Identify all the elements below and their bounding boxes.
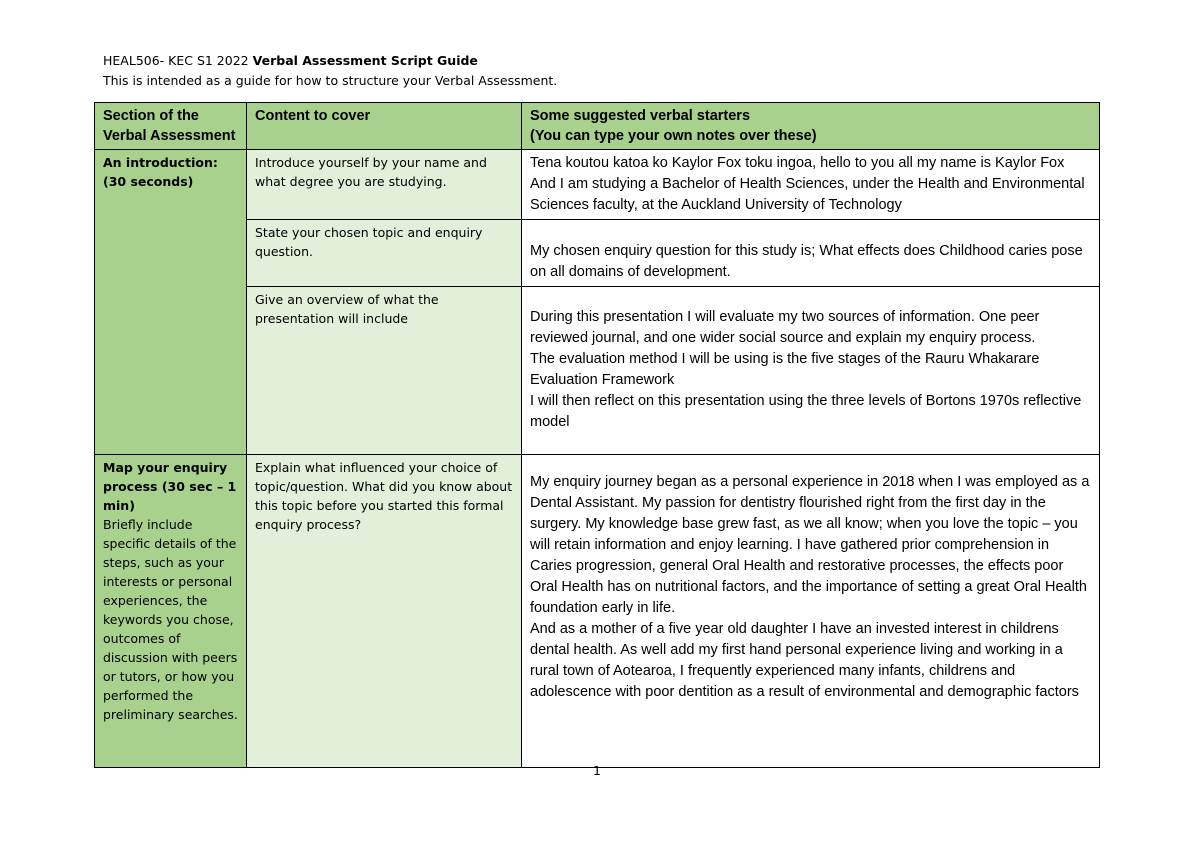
content-cell: Introduce yourself by your name and what degree you are studying. <box>247 150 522 220</box>
table-header-row <box>95 103 1100 150</box>
section-title: An introduction: <box>103 155 218 170</box>
notes-cell[interactable] <box>522 287 1100 455</box>
section-map-enquiry <box>95 455 247 768</box>
notes-paragraph: My enquiry journey began as a personal experience in 2018 when I was employed as a Dental Assistant. My passion for dentistry flourished right from the first day in the surgery. My knowledge base grew fast, as we all know; when you love the topic – you will retain information and enjoy learning. I have gathered prior comprehension in Caries progression, general Oral Health and restorative processes, the effects poor Oral Health has on nutritional factors, and the importance of setting a great Oral Health foundation early in life. <box>530 474 1090 616</box>
page-header <box>103 51 557 91</box>
content-cell: State your chosen topic and enquiry question. <box>247 220 522 287</box>
notes-paragraph: During this presentation I will evaluate my two sources of information. One peer reviewed journal, and one wider social source and explain my enquiry process. <box>530 309 1040 346</box>
table-row <box>95 150 1100 220</box>
section-title: Map your enquiry process (30 sec – 1 min) <box>103 460 237 513</box>
notes-paragraph: I will then reflect on this presentation using the three levels of Bortons 1970s reflective model <box>530 393 1082 430</box>
notes-paragraph: And as a mother of a five year old daughter I have an invested interest in childrens dental health. As well add my first hand personal experience living and working in a rural town of Aotearoa, I frequently experienced many infants, childrens and adolescence with poor dentition as a result of environmental and demographic factors <box>530 621 1079 700</box>
section-time: (30 seconds) <box>103 174 194 189</box>
notes-cell[interactable]: Tena koutou katoa ko Kaylor Fox toku ingoa, hello to you all my name is Kaylor Fox And I am studying a Bachelor of Health Sciences, under the Health and Environmental Sciences faculty, at the Auckland University of Technology <box>522 150 1100 220</box>
content-cell: Give an overview of what the presentation will include <box>247 287 522 455</box>
content-cell: Explain what influenced your choice of topic/question. What did you know about this topic before you started this formal enquiry process? <box>247 455 522 768</box>
table-row <box>95 455 1100 768</box>
notes-paragraph: The evaluation method I will be using is the five stages of the Rauru Whakarare Evaluation Framework <box>530 351 1040 388</box>
header-starters-line2: (You can type your own notes over these) <box>530 128 817 144</box>
document-subtitle: This is intended as a guide for how to structure your Verbal Assessment. <box>103 73 558 88</box>
section-description: Briefly include specific details of the steps, such as your interests or personal experiences, the keywords you chose, outcomes of discussion with peers or tutors, or how you performed the preliminary searches. <box>103 517 238 722</box>
title-prefix: HEAL506- KEC S1 2022 <box>103 53 253 68</box>
notes-text: My chosen enquiry question for this study is; What effects does Childhood caries pose on all domains of development. <box>530 243 1083 280</box>
document-title <box>103 51 557 71</box>
header-starters <box>522 103 1100 150</box>
section-introduction <box>95 150 247 455</box>
script-guide-table <box>94 102 1100 768</box>
header-section: Section of the Verbal Assessment <box>95 103 247 150</box>
title-bold: Verbal Assessment Script Guide <box>252 53 478 68</box>
notes-cell[interactable] <box>522 220 1100 287</box>
header-content: Content to cover <box>247 103 522 150</box>
header-starters-line1: Some suggested verbal starters <box>530 108 751 124</box>
notes-cell[interactable] <box>522 455 1100 768</box>
page-number: 1 <box>593 763 601 778</box>
